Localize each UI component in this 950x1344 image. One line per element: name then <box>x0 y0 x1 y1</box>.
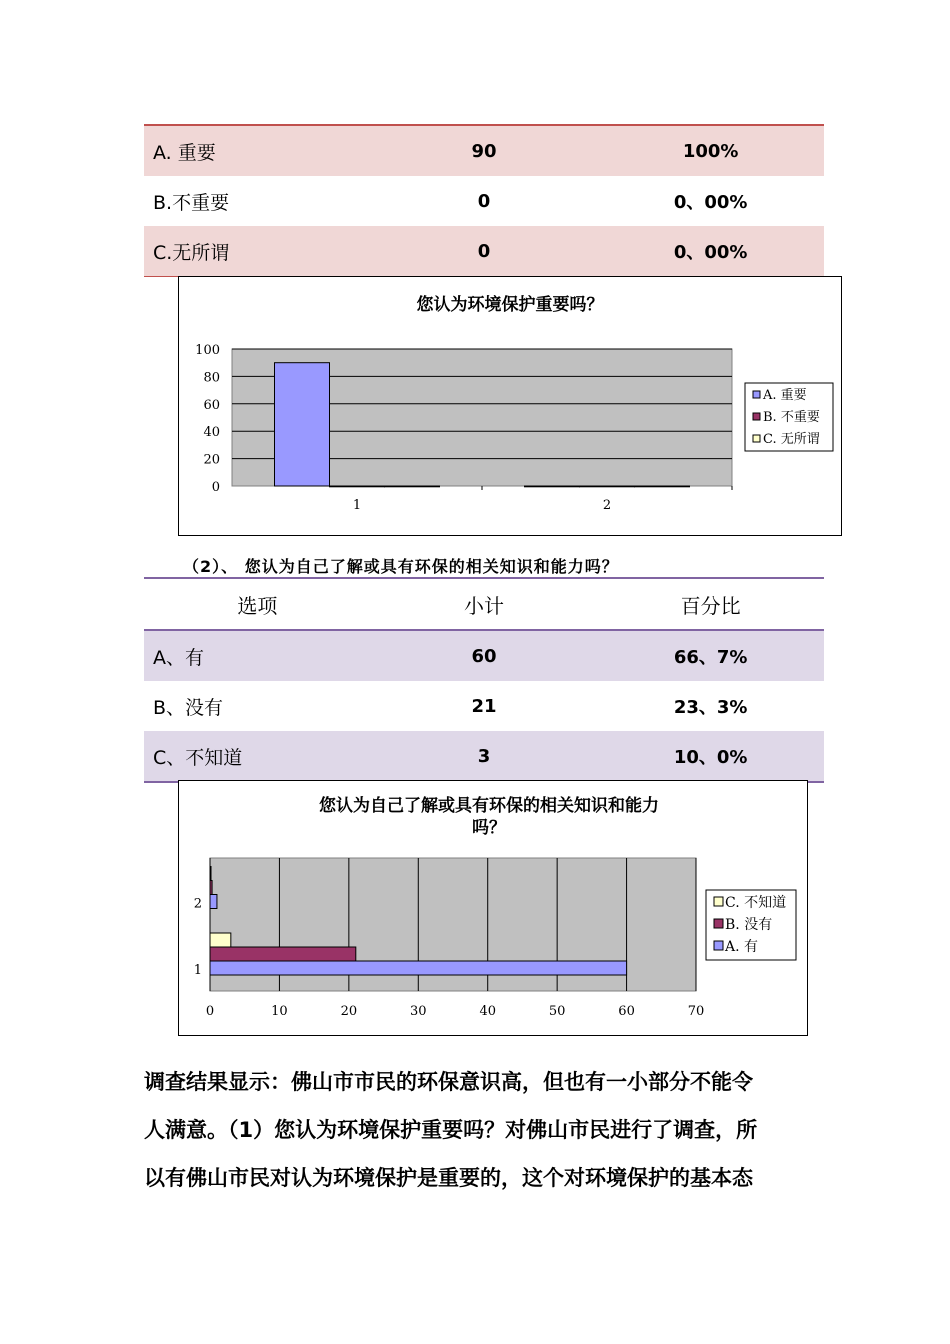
x-tick-label: 1 <box>352 498 362 513</box>
table-row <box>144 630 824 681</box>
table-row <box>144 731 824 782</box>
count-cell: 60 <box>371 630 598 681</box>
percent-cell: 0、00% <box>673 192 748 213</box>
legend-label: A. 有 <box>725 939 759 955</box>
table-row <box>144 125 824 176</box>
chart-title: 您认为环境保护重要吗？ <box>416 295 604 315</box>
table-row <box>144 681 824 731</box>
legend-swatch <box>714 941 723 950</box>
y-tick-label: 20 <box>203 452 220 468</box>
bar <box>210 881 212 895</box>
y-tick-label: 80 <box>203 370 220 386</box>
y-tick-label: 40 <box>203 425 220 441</box>
survey-table-knowledge <box>144 577 824 783</box>
bar <box>210 895 217 909</box>
bar <box>210 867 211 881</box>
x-tick-label: 30 <box>410 1004 427 1019</box>
percent-cell: 66、7% <box>597 630 824 681</box>
option-cell: A. 重要 <box>144 125 371 176</box>
y-tick-label: 60 <box>203 397 220 413</box>
percent-cell: 23、3% <box>673 697 748 718</box>
bar <box>330 486 385 487</box>
table-row <box>144 176 824 226</box>
bar <box>385 486 440 487</box>
count-cell: 3 <box>371 731 598 782</box>
legend-swatch <box>753 413 760 420</box>
chart-importance <box>178 276 842 536</box>
legend-swatch <box>753 391 760 398</box>
table-row <box>144 226 824 277</box>
bar <box>525 486 580 487</box>
chart-title: 吗？ <box>472 818 506 838</box>
count-cell: 90 <box>371 125 598 176</box>
count-cell: 0 <box>477 190 491 212</box>
x-tick-label: 0 <box>205 1004 215 1019</box>
legend-label: B. 没有 <box>725 917 773 933</box>
summary-paragraph <box>144 1058 814 1202</box>
percent-cell: 100% <box>597 125 824 176</box>
header-option: 选项 <box>144 578 371 630</box>
option-cell: A、有 <box>144 630 371 681</box>
percent-cell: 10、0% <box>597 731 824 782</box>
chart-title: 您认为自己了解或具有环保的相关知识和能力 <box>319 796 659 816</box>
legend-label: C. 不知道 <box>725 895 787 911</box>
legend-label: A. 重要 <box>763 388 807 403</box>
paragraph-line: 调查结果显示：佛山市市民的环保意识高，但也有一小部分不能令 <box>144 1070 753 1094</box>
paragraph-line: 以有佛山市民对认为环境保护是重要的，这个对环境保护的基本态 <box>144 1166 753 1190</box>
paragraph-line: 人满意。（1）您认为环境保护重要吗？对佛山市民进行了调查，所 <box>144 1118 758 1142</box>
bar <box>210 933 231 947</box>
count-cell: 21 <box>471 695 497 717</box>
count-cell: 0 <box>371 226 598 277</box>
question-2-heading: （2）、 您认为自己了解或具有环保的相关知识和能力吗？ <box>183 557 619 576</box>
legend-label: B. 不重要 <box>763 410 820 425</box>
legend-swatch <box>753 435 760 442</box>
percent-cell: 0、00% <box>597 226 824 277</box>
y-tick-label: 2 <box>193 896 202 912</box>
chart-knowledge <box>178 780 808 1036</box>
bar <box>580 486 635 487</box>
y-tick-label: 1 <box>193 962 202 978</box>
option-cell: C、不知道 <box>144 731 371 782</box>
legend-label: C. 无所谓 <box>763 432 820 447</box>
bar <box>210 961 627 975</box>
x-tick-label: 20 <box>340 1004 358 1019</box>
y-tick-label: 100 <box>195 343 220 358</box>
header-count: 小计 <box>371 578 598 630</box>
option-cell: B、没有 <box>153 696 224 719</box>
x-tick-label: 70 <box>687 1004 705 1019</box>
x-tick-label: 50 <box>548 1004 566 1019</box>
survey-table-importance <box>144 124 824 277</box>
option-cell: B.不重要 <box>153 191 230 214</box>
x-tick-label: 10 <box>271 1004 288 1019</box>
x-tick-label: 40 <box>479 1004 496 1019</box>
option-cell: C.无所谓 <box>144 226 371 277</box>
x-tick-label: 60 <box>618 1004 635 1019</box>
chart-knowledge-svg <box>179 781 807 1035</box>
bar <box>275 363 330 486</box>
legend-swatch <box>714 919 723 928</box>
table-header-row <box>144 578 824 630</box>
chart-importance-svg <box>179 277 841 535</box>
legend-swatch <box>714 897 723 906</box>
x-tick-label: 2 <box>602 498 612 513</box>
bar <box>635 486 690 487</box>
bar <box>210 947 356 961</box>
y-tick-label: 0 <box>211 480 220 495</box>
header-percent: 百分比 <box>597 578 824 630</box>
